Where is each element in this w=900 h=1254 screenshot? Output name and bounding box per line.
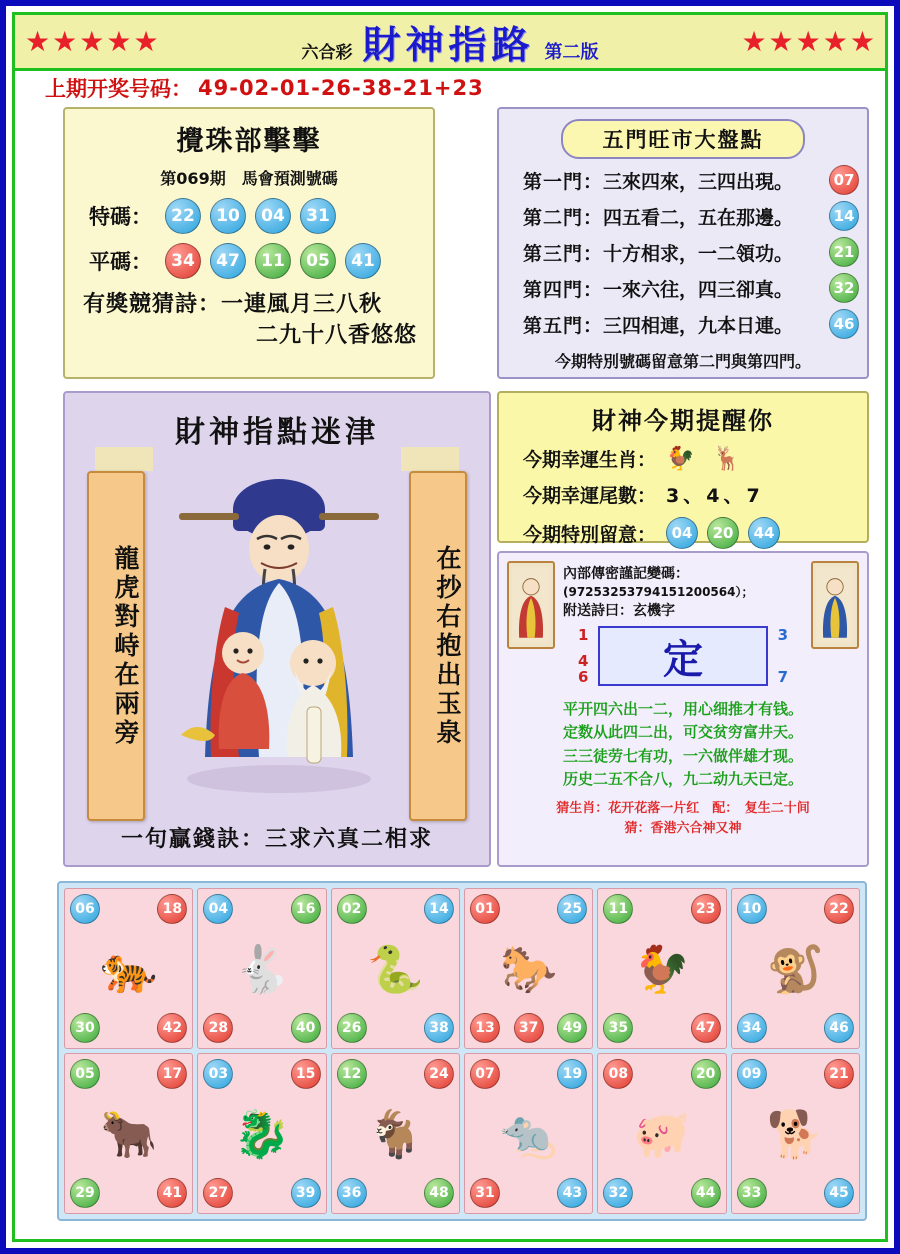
- gate-ball: 07: [829, 165, 859, 195]
- horse-icon: 🐎: [500, 941, 558, 996]
- zodiac-cell-pig[interactable]: [597, 1053, 726, 1214]
- cell-number: 22: [824, 894, 854, 924]
- scroll-couplet-right: 在抄右抱出玉泉: [409, 471, 467, 821]
- stars-left: [25, 24, 159, 58]
- gate-text: 三來四來，三四出現。: [603, 170, 794, 193]
- header-edition: 第二版: [544, 42, 599, 63]
- previous-draw-numbers: 49-02-01-26-38-21+23: [198, 76, 484, 100]
- star-icon: ★: [25, 24, 51, 58]
- cell-number: 07: [470, 1059, 500, 1089]
- cell-number: 38: [424, 1013, 454, 1043]
- snake-icon: 🐍: [366, 941, 424, 996]
- guess-line1: 猜生肖：花开花落一片红 配： 复生二十间: [556, 801, 810, 816]
- cell-number: 13: [470, 1013, 500, 1043]
- monkey-icon: 🐒: [766, 941, 824, 996]
- normal-ball: 11: [255, 243, 291, 279]
- prize-poem-line1: 有獎競猜詩：一連風月三八秋: [83, 292, 383, 317]
- zodiac-cell-rooster[interactable]: [597, 888, 726, 1049]
- special-ball: 31: [300, 198, 336, 234]
- star-icon: ★: [822, 24, 848, 58]
- cell-number: 12: [337, 1059, 367, 1089]
- cell-number: 03: [203, 1059, 233, 1089]
- five-gates-footer: 今期特別號碼留意第二門與第四門。: [554, 352, 811, 371]
- cell-number: 35: [603, 1013, 633, 1043]
- cell-number: 29: [70, 1178, 100, 1208]
- cell-number: 10: [737, 894, 767, 924]
- lucky-tail-values: 3、4、7: [666, 485, 764, 507]
- gate-text: 一來六往，四三卻真。: [603, 278, 794, 301]
- gate-name: 第五門：: [523, 314, 604, 337]
- gate-text: 十方相求，一二領功。: [603, 242, 794, 265]
- gate-row: [523, 273, 859, 303]
- lucky-tail-row: [507, 481, 859, 508]
- dragon-icon: 🐉: [233, 1106, 291, 1161]
- star-icon: ★: [79, 24, 105, 58]
- verse-block: [505, 698, 861, 791]
- gate-ball: 14: [829, 201, 859, 231]
- verse-line: 历史二五不合八，九二动九天已定。: [562, 769, 803, 788]
- cell-number: 01: [470, 894, 500, 924]
- gate-row: [523, 237, 859, 267]
- zodiac-cell-rat[interactable]: [464, 1053, 593, 1214]
- prize-poem: [75, 287, 423, 349]
- god-of-wealth-figure-icon: [161, 457, 397, 807]
- previous-draw-label: 上期开奖号码：: [45, 77, 192, 101]
- mystic-character-box: [578, 626, 788, 686]
- prediction-title: 攪珠部擊擊: [176, 126, 322, 157]
- gate-ball: 32: [829, 273, 859, 303]
- star-icon: ★: [741, 24, 767, 58]
- five-gates-title: 五門旺市大盤點: [561, 119, 805, 159]
- star-icon: ★: [849, 24, 875, 58]
- zodiac-cell-tiger[interactable]: [64, 888, 193, 1049]
- cell-number: 27: [203, 1178, 233, 1208]
- cell-number: 41: [157, 1178, 187, 1208]
- door-god-card-icon: [507, 561, 555, 649]
- attention-ball: 44: [748, 517, 780, 549]
- cell-number: 40: [291, 1013, 321, 1043]
- corner-number-bottom-left: 6: [578, 668, 589, 686]
- reminder-title: 財神今期提醒你: [592, 407, 774, 435]
- cell-number: 06: [70, 894, 100, 924]
- secret-code-title: 內部傳密謹記變碼：: [563, 566, 689, 582]
- cell-number: 19: [557, 1059, 587, 1089]
- gate-name: 第一門：: [523, 170, 604, 193]
- gate-name: 第四門：: [523, 278, 604, 301]
- special-attention-row: [507, 517, 859, 549]
- cell-number: 45: [824, 1178, 854, 1208]
- mystic-character: 定: [663, 636, 703, 683]
- tiger-icon: 🐅: [100, 941, 158, 996]
- zodiac-cell-dog[interactable]: [731, 1053, 860, 1214]
- gate-text: 三四相連，九本日連。: [603, 314, 794, 337]
- star-icon: ★: [133, 24, 159, 58]
- cell-number: 42: [157, 1013, 187, 1043]
- prediction-panel: [63, 107, 435, 379]
- cell-number: 02: [337, 894, 367, 924]
- ox-icon: 🐂: [100, 1106, 158, 1161]
- secret-code-panel: [497, 551, 869, 867]
- dog-icon: 🐕: [766, 1106, 824, 1161]
- star-icon: ★: [795, 24, 821, 58]
- star-icon: ★: [52, 24, 78, 58]
- cell-number: 36: [337, 1178, 367, 1208]
- zodiac-cell-snake[interactable]: [331, 888, 460, 1049]
- zodiac-number-grid: [57, 881, 867, 1221]
- cell-number: 09: [737, 1059, 767, 1089]
- rooster-icon: 🐓: [666, 446, 695, 472]
- cell-number: 17: [157, 1059, 187, 1089]
- special-attention-label: 今期特別留意：: [523, 523, 657, 546]
- guess-block: [505, 799, 861, 838]
- five-gates-panel: [497, 107, 869, 379]
- guess-line2: 猜：香港六合神又神: [624, 820, 742, 836]
- gate-ball: 21: [829, 237, 859, 267]
- cell-number: 24: [424, 1059, 454, 1089]
- page-title: 財神指路: [362, 23, 535, 67]
- special-ball: 10: [210, 198, 246, 234]
- cell-number: 15: [291, 1059, 321, 1089]
- secret-code-value: (97253253794151200564）；: [563, 585, 754, 599]
- cell-number: 11: [603, 894, 633, 924]
- cell-number: 28: [203, 1013, 233, 1043]
- deer-icon: 🦌: [712, 446, 742, 472]
- zodiac-cell-horse[interactable]: [464, 888, 593, 1049]
- previous-draw-line: [15, 71, 885, 105]
- gate-row: [523, 309, 859, 339]
- cell-number: 47: [691, 1013, 721, 1043]
- reminder-panel: [497, 391, 869, 546]
- cell-number: 37: [514, 1013, 544, 1043]
- rat-icon: 🐀: [500, 1106, 558, 1161]
- prize-poem-line2: 二九十八香悠悠: [255, 323, 417, 348]
- rooster-icon: 🐓: [633, 941, 691, 996]
- star-icon: ★: [768, 24, 794, 58]
- lucky-zodiac-row: [507, 445, 859, 472]
- header-title-group: [301, 14, 598, 69]
- deity-panel: [63, 391, 491, 867]
- zodiac-cell-ox[interactable]: [64, 1053, 193, 1214]
- gate-name: 第三門：: [523, 242, 604, 265]
- poster-inner-border: [12, 12, 888, 1242]
- cell-number: 46: [824, 1013, 854, 1043]
- corner-number-bottom-right: 7: [777, 668, 788, 686]
- cell-number: 18: [157, 894, 187, 924]
- verse-line: 定数从此四二出，可交贫穷富井天。: [562, 723, 803, 742]
- cell-number: 05: [70, 1059, 100, 1089]
- attention-ball: 20: [707, 517, 739, 549]
- gate-row: [523, 165, 859, 195]
- poster-header: [15, 15, 885, 71]
- deity-panel-title: 財神指點迷津: [175, 415, 379, 450]
- cell-number: 08: [603, 1059, 633, 1089]
- zodiac-cell-goat[interactable]: [331, 1053, 460, 1214]
- rabbit-icon: 🐇: [233, 941, 291, 996]
- cell-number: 23: [691, 894, 721, 924]
- special-ball: 22: [165, 198, 201, 234]
- cell-number: 16: [291, 894, 321, 924]
- normal-ball: 47: [210, 243, 246, 279]
- cell-number: 20: [691, 1059, 721, 1089]
- special-number-label: 特碼：: [89, 205, 152, 229]
- zodiac-cell-rabbit[interactable]: [197, 888, 326, 1049]
- corner-number-top-right: 3: [777, 626, 788, 644]
- cell-number: 25: [557, 894, 587, 924]
- header-subtitle: 六合彩: [301, 43, 353, 63]
- attention-ball: 04: [666, 517, 698, 549]
- cell-number: 21: [824, 1059, 854, 1089]
- prediction-issue: 第069期 馬會預測號碼: [160, 169, 338, 188]
- special-ball: 04: [255, 198, 291, 234]
- cell-number: 33: [737, 1178, 767, 1208]
- normal-ball: 05: [300, 243, 336, 279]
- verse-line: 三三徒劳七有功，一六做伴雄才现。: [562, 746, 803, 765]
- cell-number: 30: [70, 1013, 100, 1043]
- lucky-tail-label: 今期幸運尾數：: [523, 485, 657, 507]
- cell-number: 14: [424, 894, 454, 924]
- stars-right: [741, 24, 875, 58]
- gate-name: 第二門：: [523, 206, 604, 229]
- zodiac-cell-dragon[interactable]: [197, 1053, 326, 1214]
- normal-number-row: [75, 243, 423, 279]
- scroll-couplet-left: 龍虎對峙在兩旁: [87, 471, 145, 821]
- corner-number-top-left: 1: [578, 626, 589, 644]
- gate-ball: 46: [829, 309, 859, 339]
- goat-icon: 🐐: [366, 1106, 424, 1161]
- cell-number: 43: [557, 1178, 587, 1208]
- normal-ball: 34: [165, 243, 201, 279]
- cell-number: 31: [470, 1178, 500, 1208]
- door-god-card-icon: [811, 561, 859, 649]
- special-attention-balls: [666, 517, 780, 549]
- normal-number-label: 平碼：: [89, 250, 152, 274]
- cell-number: 49: [557, 1013, 587, 1043]
- cell-number: 34: [737, 1013, 767, 1043]
- lucky-zodiac-icons: [666, 445, 741, 472]
- secret-code-subtitle: 附送詩曰：玄機字: [563, 603, 675, 619]
- cell-number: 44: [691, 1178, 721, 1208]
- star-icon: ★: [106, 24, 132, 58]
- corner-number-left-mid: 4: [578, 652, 589, 670]
- cell-number: 48: [424, 1178, 454, 1208]
- gate-row: [523, 201, 859, 231]
- cell-number: 04: [203, 894, 233, 924]
- deity-panel-footer: 一句贏錢訣：三求六真二相求: [120, 827, 433, 852]
- tape-decoration: [95, 447, 153, 471]
- cell-number: 39: [291, 1178, 321, 1208]
- normal-ball: 41: [345, 243, 381, 279]
- pig-icon: 🐖: [633, 1106, 691, 1161]
- gate-text: 四五看二，五在那邊。: [603, 206, 794, 229]
- special-number-row: [75, 198, 423, 234]
- cell-number: 26: [337, 1013, 367, 1043]
- zodiac-cell-monkey[interactable]: [731, 888, 860, 1049]
- verse-line: 平开四六出一二，用心细推才有钱。: [562, 700, 803, 718]
- cell-number: 32: [603, 1178, 633, 1208]
- lucky-zodiac-label: 今期幸運生肖：: [523, 449, 657, 471]
- tape-decoration: [401, 447, 459, 471]
